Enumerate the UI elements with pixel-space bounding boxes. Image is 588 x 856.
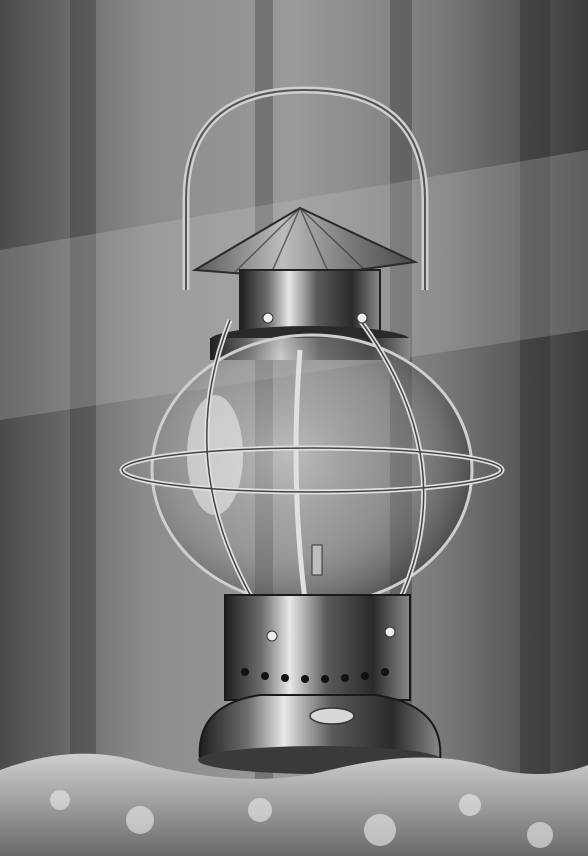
lantern-fount: [225, 595, 410, 700]
burner-wick: [312, 545, 322, 575]
maker-plate-icon: [310, 708, 354, 724]
